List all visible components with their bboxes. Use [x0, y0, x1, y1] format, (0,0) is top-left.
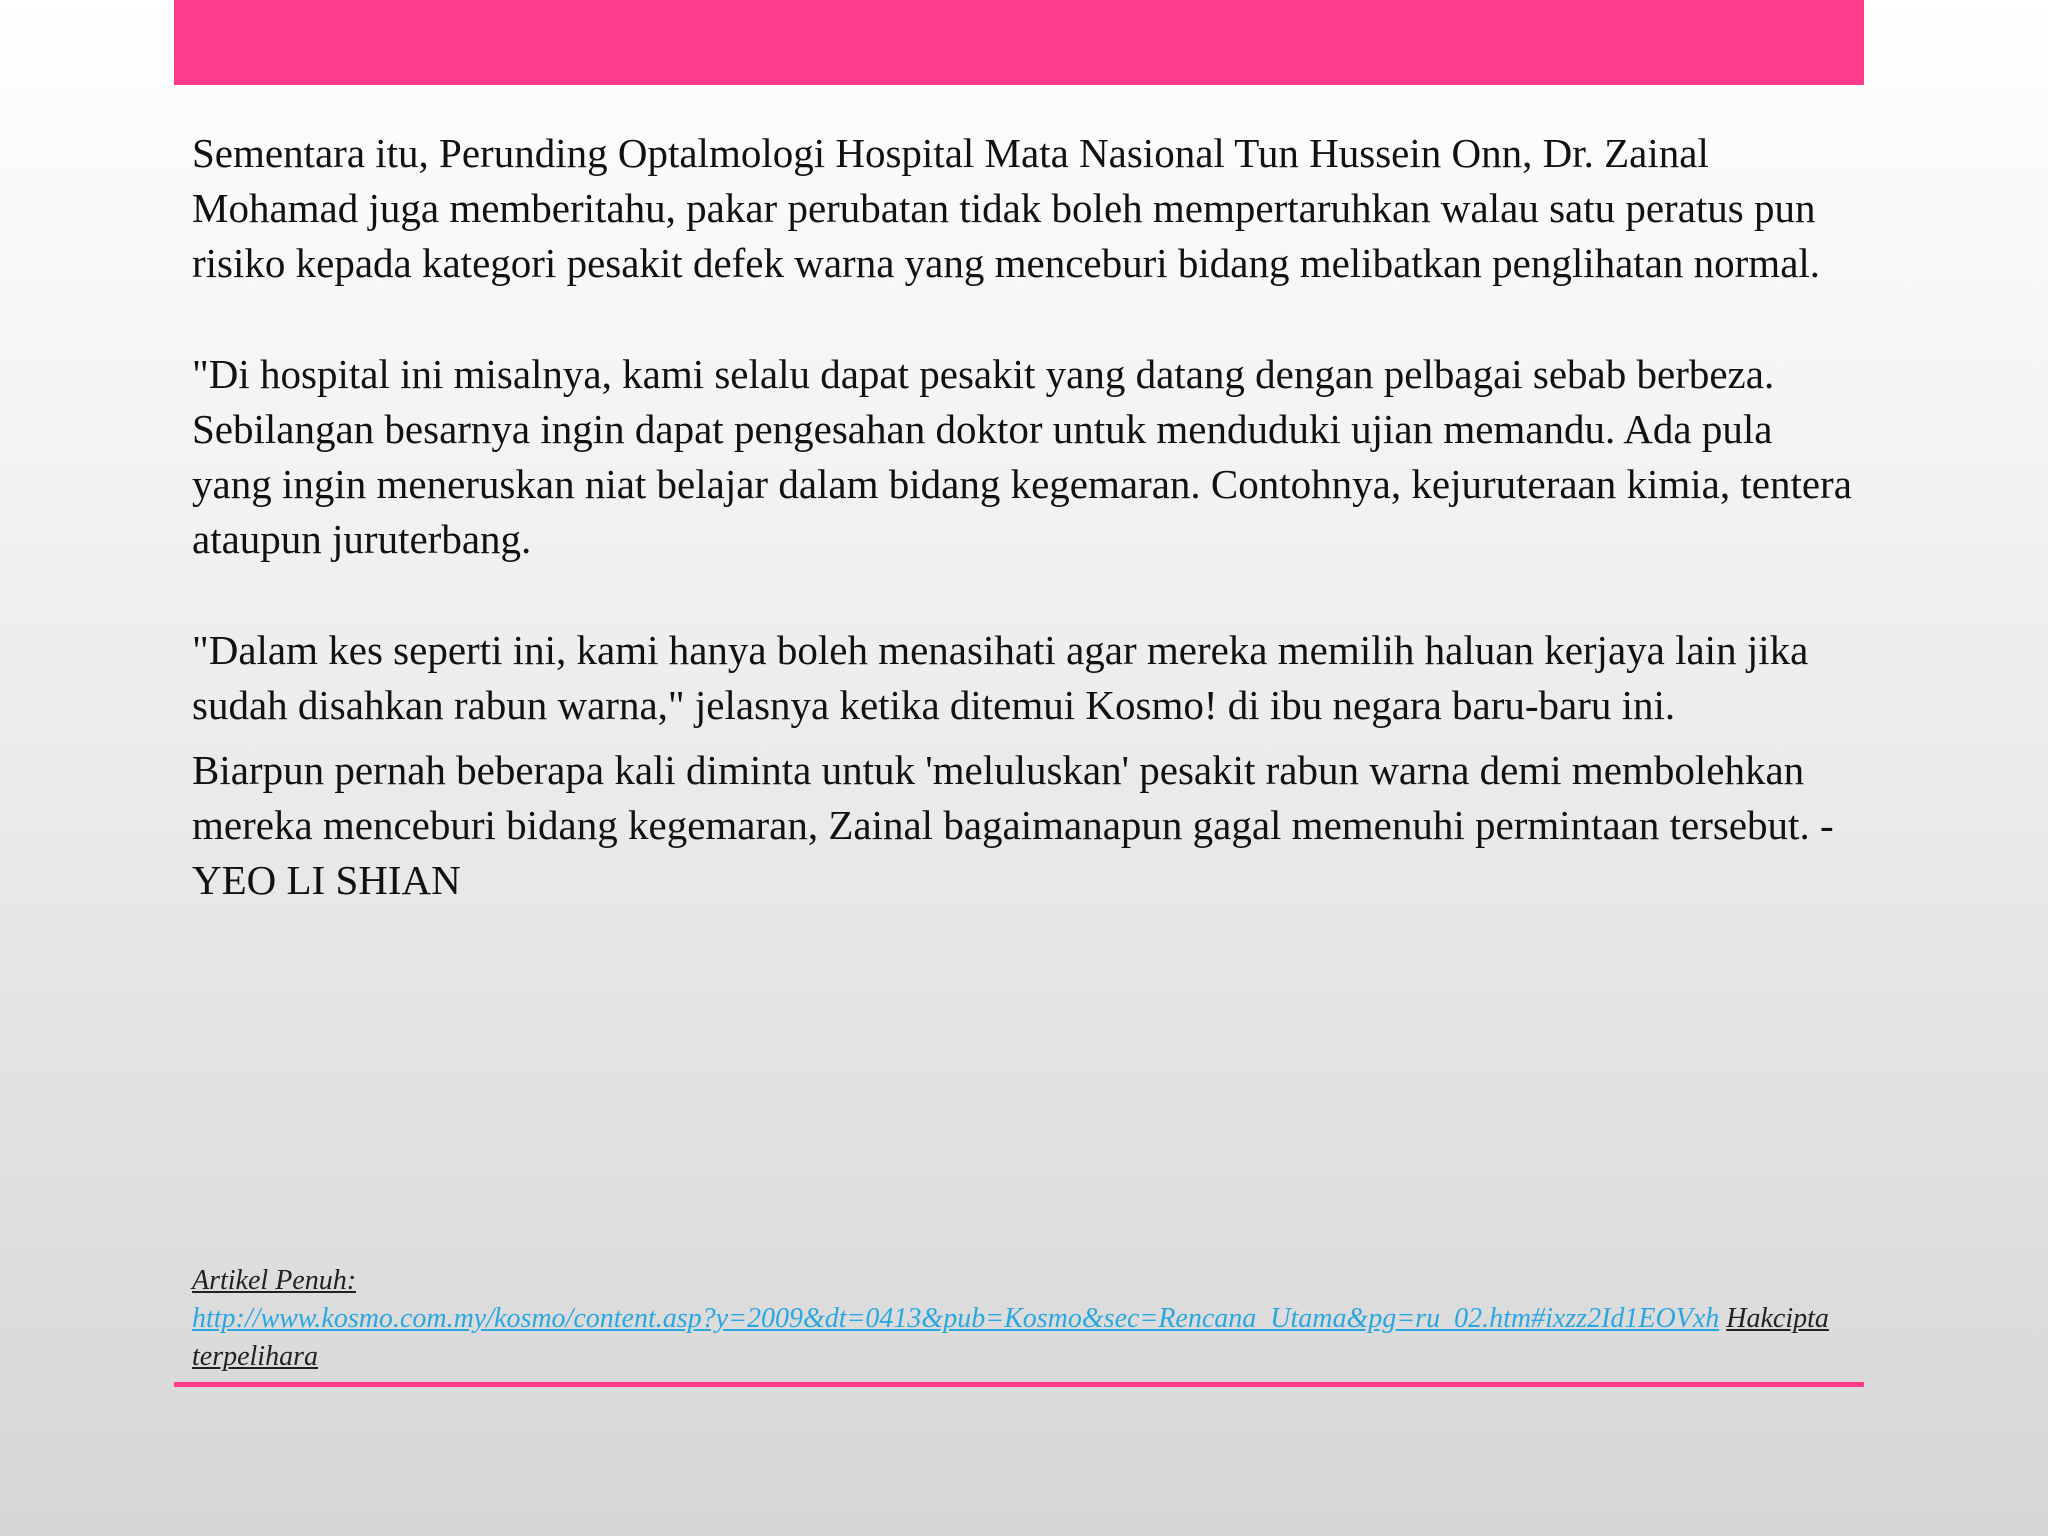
article-paragraph-2: "Di hospital ini misalnya, kami selalu dapat pesakit yang datang dengan pelbagai sebab berbeza. Sebilangan besarnya ingin dapat pengesahan doktor untuk menduduki ujian memandu. Ada pula yang ingin meneruskan niat belajar dalam bidang kegemaran. Contohnya, kejuruteraan kimia, tentera ataupun juruterbang.	[192, 351, 1852, 562]
source-label: Artikel Penuh:	[192, 1265, 357, 1296]
article-paragraph-1: Sementara itu, Perunding Optalmologi Hospital Mata Nasional Tun Hussein Onn, Dr. Zainal Mohamad juga memberitahu, pakar perubatan tidak boleh mempertaruhkan walau satu peratus pun risiko kepada kategori pesakit defek warna yang menceburi bidang melibatkan penglihatan normal.	[192, 130, 1821, 286]
source-note	[192, 1262, 1852, 1376]
bottom-accent-line	[174, 1382, 1864, 1387]
article-body	[192, 126, 1852, 908]
source-link[interactable]: http://www.kosmo.com.my/kosmo/content.asp?y=2009&dt=0413&pub=Kosmo&sec=Rencana_Utama&pg=ru_02.htm#ixzz2Id1EOVxh	[192, 1303, 1720, 1334]
article-paragraph-3: "Dalam kes seperti ini, kami hanya boleh menasihati agar mereka memilih haluan kerjaya lain jika sudah disahkan rabun warna," jelasnya ketika ditemui Kosmo! di ibu negara baru-baru ini.	[192, 627, 1809, 728]
copyright-text: Hakcipta terpelihara	[192, 1303, 1829, 1372]
top-accent-bar	[174, 0, 1864, 85]
article-paragraph-4: Biarpun pernah beberapa kali diminta untuk 'meluluskan' pesakit rabun warna demi membolehkan mereka menceburi bidang kegemaran, Zainal bagaimanapun gagal memenuhi permintaan tersebut. - YEO LI SHIAN	[192, 747, 1834, 903]
